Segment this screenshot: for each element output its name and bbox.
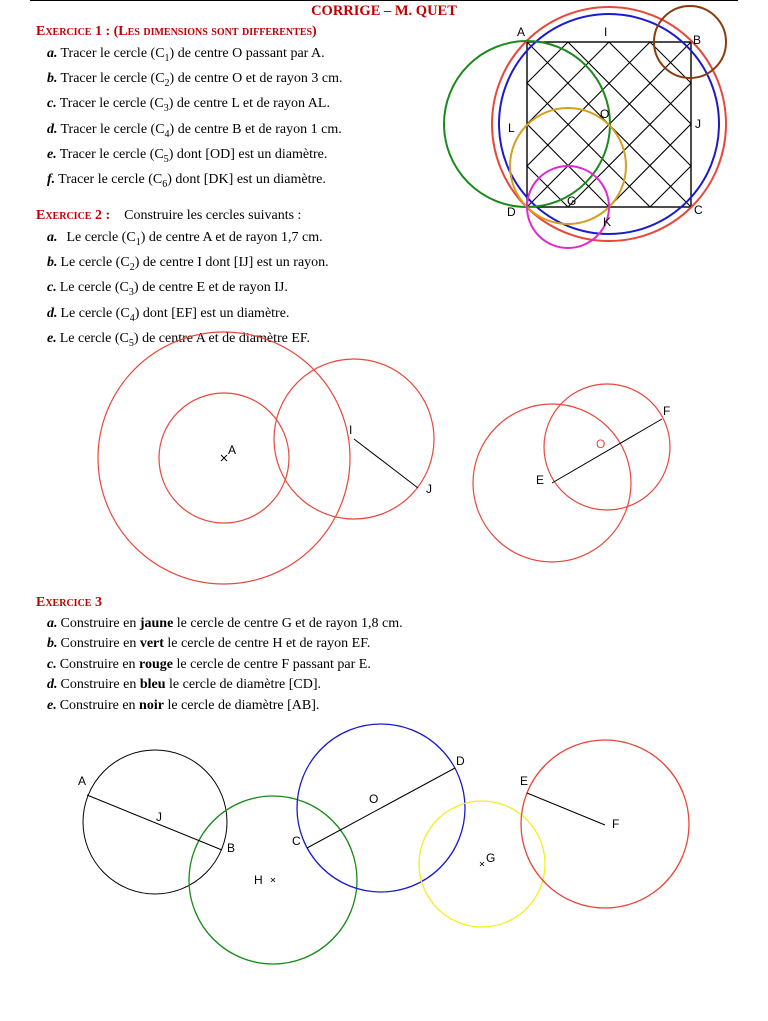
point-label: A — [78, 774, 87, 788]
point-label: G — [486, 851, 496, 865]
point-label: J — [426, 482, 432, 496]
point-label: B — [227, 841, 236, 855]
point-label: O — [369, 792, 379, 806]
segment-cd — [307, 768, 455, 848]
exercise-1-item: b. Tracer le cercle $(C_2)$ de centre O et de rayon 3 cm. — [47, 71, 343, 89]
exercise-2-item: b. Le cercle $(C_2)$ de centre I dont [IJ] est un rayon. — [47, 255, 329, 273]
exercise-2-figure — [98, 332, 670, 584]
point-label: J — [156, 810, 162, 824]
point-label: A — [228, 443, 237, 457]
exercise-2-item: e. Le cercle $(C_5)$ de centre A et de diamètre EF. — [47, 330, 311, 349]
segment-ab — [87, 795, 222, 850]
point-label: D — [507, 205, 516, 219]
point-label: O — [600, 107, 610, 121]
point-label: H — [254, 873, 263, 887]
exercise-3-heading: Exercice 3 — [36, 595, 102, 610]
point-label: L — [508, 121, 515, 135]
exercise-1-heading: Exercice 1 : (Les dimensions sont differentes) — [36, 24, 317, 39]
exercise-3-item: c. Construire en rouge le cercle de centre F passant par E. — [47, 656, 371, 672]
exercise-3-item: a. Construire en jaune le cercle de centre G et de rayon 1,8 cm. — [47, 616, 403, 631]
segment-ef — [552, 419, 662, 483]
circle-c4 — [544, 384, 670, 510]
exercise-3-figure — [78, 724, 689, 964]
circle-red — [521, 740, 689, 908]
point-label: O — [596, 437, 606, 451]
point-label: J — [695, 117, 701, 131]
exercise-2-item: c. Le cercle $(C_3)$ de centre E et de rayon IJ. — [47, 280, 288, 299]
exercise-2-heading: Exercice 2 : Construire les cercles suivants : — [36, 208, 302, 223]
point-label: B — [693, 33, 702, 47]
exercise-1-figure — [444, 6, 726, 248]
point-label: G — [567, 194, 577, 208]
circle-black — [83, 750, 227, 894]
exercise-2-item: a. Le cercle $(C_1)$ de centre A et de rayon 1,7 cm. — [47, 230, 323, 248]
exercise-1-item: a. Tracer le cercle $(C_1)$ de centre O passant par A. — [47, 46, 325, 64]
exercise-1-item: d. Tracer le cercle $(C_4)$ de centre B et de rayon 1 cm. — [47, 121, 342, 140]
center-mark-a — [221, 455, 227, 461]
page-title: CORRIGE – M. QUET — [311, 3, 457, 19]
point-label: D — [456, 754, 465, 768]
point-label: E — [536, 473, 545, 487]
point-label: F — [612, 817, 620, 831]
exercise-1-item: c. Tracer le cercle $(C_3)$ de centre L et de rayon AL. — [47, 96, 330, 115]
point-label: E — [520, 774, 529, 788]
point-label: C — [292, 834, 301, 848]
point-label: I — [349, 423, 353, 437]
point-label: I — [604, 25, 608, 39]
segment-ef — [527, 793, 605, 825]
point-label: F — [663, 404, 671, 418]
exercise-3-item: b. Construire en vert le cercle de centre H et de rayon EF. — [47, 636, 371, 652]
point-label: A — [517, 25, 526, 39]
exercise-2-intro: Construire les cercles suivants : — [124, 208, 302, 223]
segment-ij — [354, 439, 418, 488]
exercise-3-item: e. Construire en noir le cercle de diamètre [AB]. — [47, 697, 320, 713]
exercise-3-item: d. Construire en bleu le cercle de diamètre [CD]. — [47, 677, 321, 693]
exercise-1-item: e. Tracer le cercle $(C_5)$ dont [OD] est un diamètre. — [47, 146, 328, 165]
point-label: K — [603, 215, 612, 229]
point-label: C — [694, 203, 703, 217]
exercise-2-item: d. Le cercle $(C_4)$ dont [EF] est un diamètre. — [47, 305, 290, 324]
exercise-1-item: f. Tracer le cercle $(C_6)$ dont [DK] est un diamètre. — [47, 172, 326, 190]
